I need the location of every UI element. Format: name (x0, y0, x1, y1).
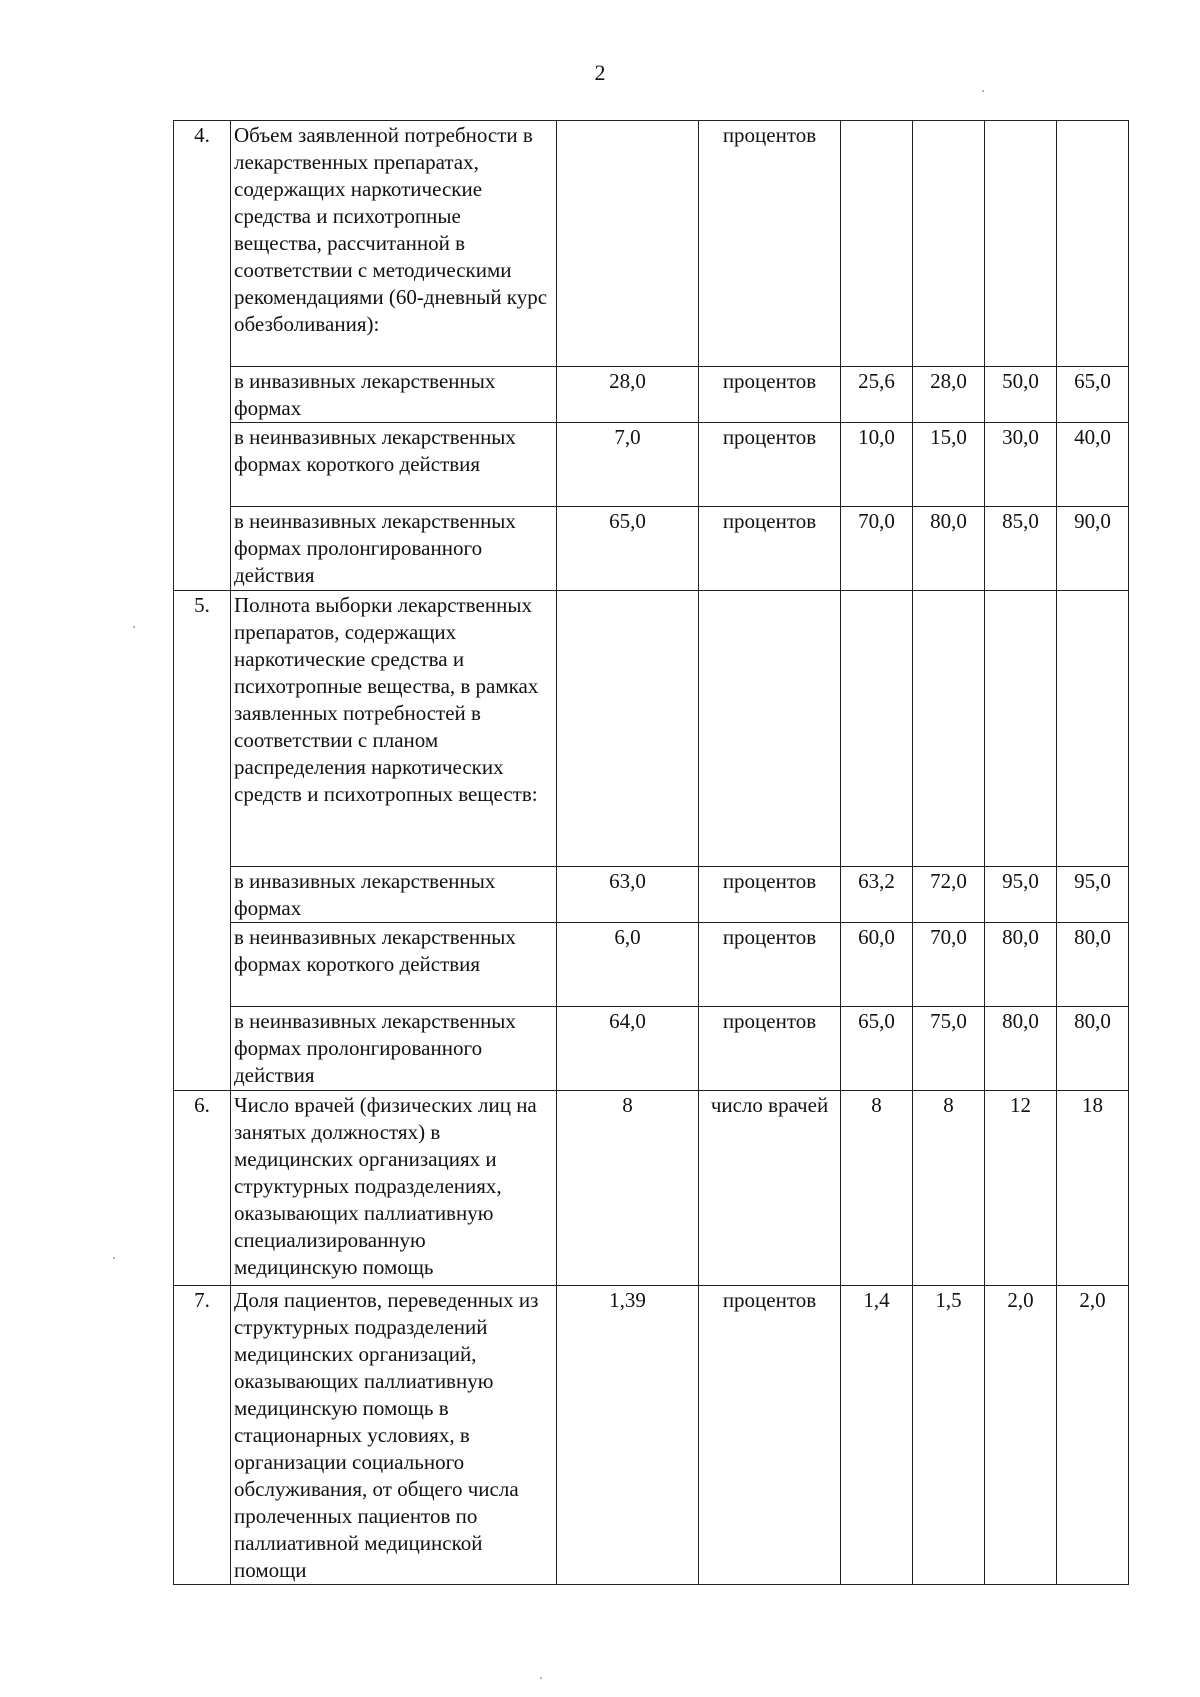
table-row (174, 1007, 1129, 1091)
value-year-2: 70,0 (913, 923, 985, 1007)
value-year-2 (913, 591, 985, 867)
value-year-4: 65,0 (1057, 367, 1129, 423)
base-value (557, 121, 699, 367)
base-value: 6,0 (557, 923, 699, 1007)
value-year-3: 12 (985, 1091, 1057, 1286)
value-year-4: 95,0 (1057, 867, 1129, 923)
value-year-4 (1057, 591, 1129, 867)
value-year-3: 30,0 (985, 423, 1057, 507)
value-year-3 (985, 591, 1057, 867)
base-value: 63,0 (557, 867, 699, 923)
page-number: 2 (594, 60, 606, 85)
value-year-4: 80,0 (1057, 923, 1129, 1007)
indicator-description: Объем заявленной потребности в лекарственных препаратах, содержащих наркотические средства и психотропные вещества, рассчитанной в соответствии с методическими рекомендациями (60-дневный курс обезболивания): (231, 121, 557, 367)
row-number: 6. (174, 1091, 231, 1286)
row-number (174, 1007, 231, 1091)
unit-of-measure: процентов (699, 1286, 841, 1585)
value-year-1 (841, 121, 913, 367)
row-number: 4. (174, 121, 231, 367)
value-year-3: 80,0 (985, 923, 1057, 1007)
indicator-description: в инвазивных лекарственных формах (231, 367, 557, 423)
value-year-4: 40,0 (1057, 423, 1129, 507)
unit-of-measure: число врачей (699, 1091, 841, 1286)
table-row (174, 121, 1129, 367)
table-row (174, 423, 1129, 507)
table-row (174, 867, 1129, 923)
indicator-description: в неинвазивных лекарственных формах пролонгированного действия (231, 507, 557, 591)
indicator-description: в неинвазивных лекарственных формах короткого действия (231, 423, 557, 507)
unit-of-measure: процентов (699, 121, 841, 367)
value-year-1: 25,6 (841, 367, 913, 423)
value-year-1: 1,4 (841, 1286, 913, 1585)
base-value: 1,39 (557, 1286, 699, 1585)
row-number: 7. (174, 1286, 231, 1585)
value-year-2: 28,0 (913, 367, 985, 423)
value-year-2: 15,0 (913, 423, 985, 507)
row-number (174, 867, 231, 923)
unit-of-measure: процентов (699, 367, 841, 423)
value-year-2: 80,0 (913, 507, 985, 591)
unit-of-measure: процентов (699, 1007, 841, 1091)
indicator-description: Доля пациентов, переведенных из структурных подразделений медицинских организаций, оказывающих паллиативную медицинскую помощь в стационарных условиях, в организации социального обслуживания, от общего числа пролеченных пациентов по паллиативной медицинской помощи (231, 1286, 557, 1585)
unit-of-measure: процентов (699, 923, 841, 1007)
row-number: 5. (174, 591, 231, 867)
value-year-3 (985, 121, 1057, 367)
scan-speck (133, 626, 135, 628)
value-year-1: 8 (841, 1091, 913, 1286)
table-body (174, 121, 1129, 1585)
value-year-1: 65,0 (841, 1007, 913, 1091)
value-year-2: 75,0 (913, 1007, 985, 1091)
base-value: 8 (557, 1091, 699, 1286)
base-value: 64,0 (557, 1007, 699, 1091)
table-row (174, 367, 1129, 423)
value-year-4: 80,0 (1057, 1007, 1129, 1091)
scan-speck (540, 1677, 542, 1679)
scan-speck (113, 1257, 115, 1259)
row-number (174, 367, 231, 423)
value-year-1: 60,0 (841, 923, 913, 1007)
unit-of-measure: процентов (699, 867, 841, 923)
row-number (174, 923, 231, 1007)
value-year-3: 80,0 (985, 1007, 1057, 1091)
unit-of-measure: процентов (699, 507, 841, 591)
value-year-3: 85,0 (985, 507, 1057, 591)
base-value: 28,0 (557, 367, 699, 423)
base-value: 7,0 (557, 423, 699, 507)
value-year-1: 70,0 (841, 507, 913, 591)
value-year-3: 2,0 (985, 1286, 1057, 1585)
scan-speck (982, 90, 984, 92)
value-year-4: 18 (1057, 1091, 1129, 1286)
indicator-description: в неинвазивных лекарственных формах короткого действия (231, 923, 557, 1007)
value-year-1 (841, 591, 913, 867)
value-year-1: 63,2 (841, 867, 913, 923)
unit-of-measure: процентов (699, 423, 841, 507)
indicator-description: Число врачей (физических лиц на занятых должностях) в медицинских организациях и структурных подразделениях, оказывающих паллиативную специализированную медицинскую помощь (231, 1091, 557, 1286)
value-year-2 (913, 121, 985, 367)
table-row (174, 1286, 1129, 1585)
indicator-description: в инвазивных лекарственных формах (231, 867, 557, 923)
table-row (174, 591, 1129, 867)
value-year-3: 95,0 (985, 867, 1057, 923)
indicator-description: Полнота выборки лекарственных препаратов, содержащих наркотические средства и психотропные вещества, в рамках заявленных потребностей в соответствии с планом распределения наркотических средств и психотропных веществ: (231, 591, 557, 867)
indicators-table (173, 120, 1129, 1585)
value-year-2: 8 (913, 1091, 985, 1286)
table-row (174, 923, 1129, 1007)
value-year-1: 10,0 (841, 423, 913, 507)
value-year-4 (1057, 121, 1129, 367)
row-number (174, 507, 231, 591)
unit-of-measure (699, 591, 841, 867)
value-year-4: 90,0 (1057, 507, 1129, 591)
base-value: 65,0 (557, 507, 699, 591)
value-year-4: 2,0 (1057, 1286, 1129, 1585)
base-value (557, 591, 699, 867)
table-row (174, 1091, 1129, 1286)
value-year-3: 50,0 (985, 367, 1057, 423)
table-row (174, 507, 1129, 591)
row-number (174, 423, 231, 507)
value-year-2: 72,0 (913, 867, 985, 923)
indicator-description: в неинвазивных лекарственных формах пролонгированного действия (231, 1007, 557, 1091)
value-year-2: 1,5 (913, 1286, 985, 1585)
